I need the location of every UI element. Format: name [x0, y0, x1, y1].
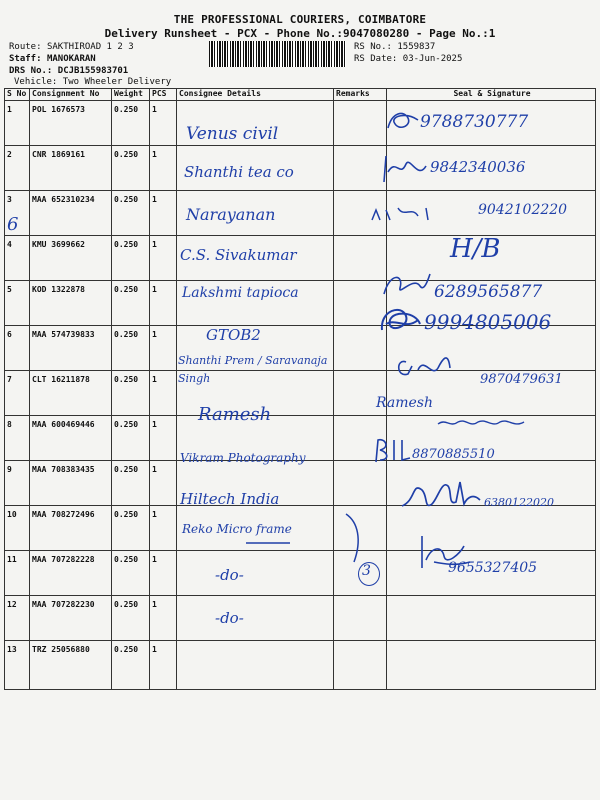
col-header-weight: Weight [112, 89, 150, 101]
pcs-cell: 1 [150, 506, 177, 551]
weight-cell: 0.250 [112, 191, 150, 236]
signature-phone-6: 9994805006 [424, 310, 552, 334]
drs-value: DCJB155983701 [57, 66, 129, 76]
rs-date-value: 03-Jun-2025 [402, 54, 463, 64]
sno-cell: 2 [5, 146, 30, 191]
circled-mark-text: 3 [362, 563, 371, 579]
handwritten-consignee-2: Shanthi tea co [184, 163, 294, 181]
company-title: THE PROFESSIONAL COURIERS, COIMBATORE [173, 13, 427, 26]
handwritten-consignee-8: Ramesh [198, 404, 272, 425]
signature-scribble-10 [398, 476, 484, 514]
col-header-consignee: Consignee Details [177, 89, 334, 101]
signature-scribble-6 [376, 300, 424, 340]
margin-mark-6: 6 [7, 214, 19, 235]
consignment-cell: MAA 707282230 [30, 596, 112, 641]
pcs-cell: 1 [150, 461, 177, 506]
rs-date-label: RS Date: [354, 54, 398, 64]
signature-phone-5: 6289565877 [434, 282, 543, 302]
table-row [5, 326, 596, 371]
weight-cell: 0.250 [112, 281, 150, 326]
signature-scribble-9 [372, 436, 412, 466]
handwritten-consignee-7: Shanthi Prem / Saravanaja Singh [178, 354, 328, 385]
pcs-cell: 1 [150, 371, 177, 416]
sno-cell: 1 [5, 101, 30, 146]
sno-cell: 8 [5, 416, 30, 461]
signature-name-8: Ramesh [376, 395, 433, 411]
signature-scribble-8 [436, 416, 526, 430]
signature-phone-1: 9788730777 [420, 112, 529, 132]
weight-cell: 0.250 [112, 461, 150, 506]
col-header-consignment: Consignment No [30, 89, 112, 101]
table-row [5, 506, 596, 551]
table-row [5, 101, 596, 146]
handwritten-consignee-12: -do- [215, 566, 244, 584]
handwritten-consignee-11: Reko Micro frame [182, 522, 292, 536]
consignment-cell: CNR 1869161 [30, 146, 112, 191]
consignment-cell: MAA 707282228 [30, 551, 112, 596]
consignment-cell: MAA 652310234 [30, 191, 112, 236]
sno-cell: 13 [5, 641, 30, 690]
sno-cell: 3 [5, 191, 30, 236]
vehicle-label: Vehicle: [14, 77, 58, 87]
signature-phone-9: 8870885510 [412, 447, 495, 462]
signature-phone-2: 9842340036 [430, 158, 526, 176]
weight-cell: 0.250 [112, 641, 150, 690]
drs-line [9, 66, 128, 76]
pcs-cell: 1 [150, 326, 177, 371]
signature-scribble-12 [414, 532, 474, 572]
signature-scribble-2 [378, 152, 430, 184]
table-header-row [5, 89, 596, 101]
handwritten-consignee-3: Narayanan [186, 205, 276, 224]
vehicle-line [14, 77, 171, 87]
sno-cell: 10 [5, 506, 30, 551]
drs-label: DRS No.: [9, 66, 53, 76]
pcs-cell: 1 [150, 416, 177, 461]
table-row [5, 461, 596, 506]
consignment-cell: CLT 16211878 [30, 371, 112, 416]
handwritten-consignee-6: GTOB2 [206, 326, 261, 344]
rs-no-label: RS No.: [354, 42, 392, 52]
handwritten-consignee-5: Lakshmi tapioca [182, 285, 299, 301]
table-row [5, 371, 596, 416]
barcode [209, 41, 346, 67]
strikethrough-mark [244, 538, 292, 548]
consignment-cell: MAA 574739833 [30, 326, 112, 371]
signature-phone-10: 6380122020 [484, 496, 554, 509]
signature-phone-3: 9042102220 [478, 202, 568, 218]
consignment-cell: MAA 708383435 [30, 461, 112, 506]
consignment-cell: MAA 600469446 [30, 416, 112, 461]
pcs-cell: 1 [150, 191, 177, 236]
consignment-table [4, 88, 596, 690]
sno-cell: 6 [5, 326, 30, 371]
weight-cell: 0.250 [112, 506, 150, 551]
sno-cell: 5 [5, 281, 30, 326]
weight-cell: 0.250 [112, 371, 150, 416]
pcs-cell: 1 [150, 146, 177, 191]
table-row [5, 596, 596, 641]
table-row [5, 146, 596, 191]
staff-value: MANOKARAN [46, 54, 96, 64]
col-header-signature: Seal & Signature [387, 89, 596, 101]
signature-scribble-5 [380, 268, 432, 302]
signature-scribble-7 [392, 348, 462, 382]
handwritten-consignee-13: -do- [215, 609, 244, 627]
weight-cell: 0.250 [112, 416, 150, 461]
weight-cell: 0.250 [112, 101, 150, 146]
consignment-cell: KMU 3699662 [30, 236, 112, 281]
signature-phone-12: 9655327405 [448, 560, 538, 576]
sno-cell: 4 [5, 236, 30, 281]
rs-date-line [354, 54, 462, 64]
sno-cell: 11 [5, 551, 30, 596]
bracket-mark [340, 512, 366, 564]
handwritten-consignee-4: C.S. Sivakumar [180, 246, 297, 264]
handwritten-consignee-10: Hiltech India [180, 490, 280, 508]
consignment-cell: KOD 1322878 [30, 281, 112, 326]
vehicle-value: Two Wheeler Delivery [62, 77, 172, 87]
pcs-cell: 1 [150, 551, 177, 596]
route-label: Route: [9, 42, 42, 52]
staff-label: Staff: [9, 54, 42, 64]
pcs-cell: 1 [150, 641, 177, 690]
weight-cell: 0.250 [112, 551, 150, 596]
handwritten-consignee-1: Venus civil [186, 124, 279, 144]
table-row [5, 641, 596, 690]
table-row [5, 191, 596, 236]
weight-cell: 0.250 [112, 596, 150, 641]
route-line [9, 42, 134, 52]
rs-no-value: 1559837 [397, 42, 436, 52]
handwritten-consignee-9: Vikram Photography [180, 451, 306, 465]
staff-line [9, 54, 96, 64]
col-header-sno: S No [5, 89, 30, 101]
signature-scribble-1 [384, 106, 424, 136]
pcs-cell: 1 [150, 236, 177, 281]
pcs-cell: 1 [150, 596, 177, 641]
runsheet-subtitle: Delivery Runsheet - PCX - Phone No.:9047080280 - Page No.:1 [104, 27, 496, 40]
sno-cell: 7 [5, 371, 30, 416]
sno-cell: 9 [5, 461, 30, 506]
sno-cell: 12 [5, 596, 30, 641]
route-value: SAKTHIROAD 1 2 3 [46, 42, 134, 52]
col-header-remarks: Remarks [334, 89, 387, 101]
signature-note-4: H/B [450, 234, 501, 264]
consignment-cell: MAA 708272496 [30, 506, 112, 551]
rs-no-line [354, 42, 435, 52]
pcs-cell: 1 [150, 281, 177, 326]
weight-cell: 0.250 [112, 146, 150, 191]
consignment-cell: POL 1676573 [30, 101, 112, 146]
table-row [5, 236, 596, 281]
weight-cell: 0.250 [112, 236, 150, 281]
table-row [5, 551, 596, 596]
table-row [5, 281, 596, 326]
consignment-cell: TRZ 25056880 [30, 641, 112, 690]
signature-phone-7: 9870479631 [480, 372, 563, 387]
pcs-cell: 1 [150, 101, 177, 146]
weight-cell: 0.250 [112, 326, 150, 371]
signature-scribble-3 [368, 202, 448, 226]
col-header-pcs: PCS [150, 89, 177, 101]
